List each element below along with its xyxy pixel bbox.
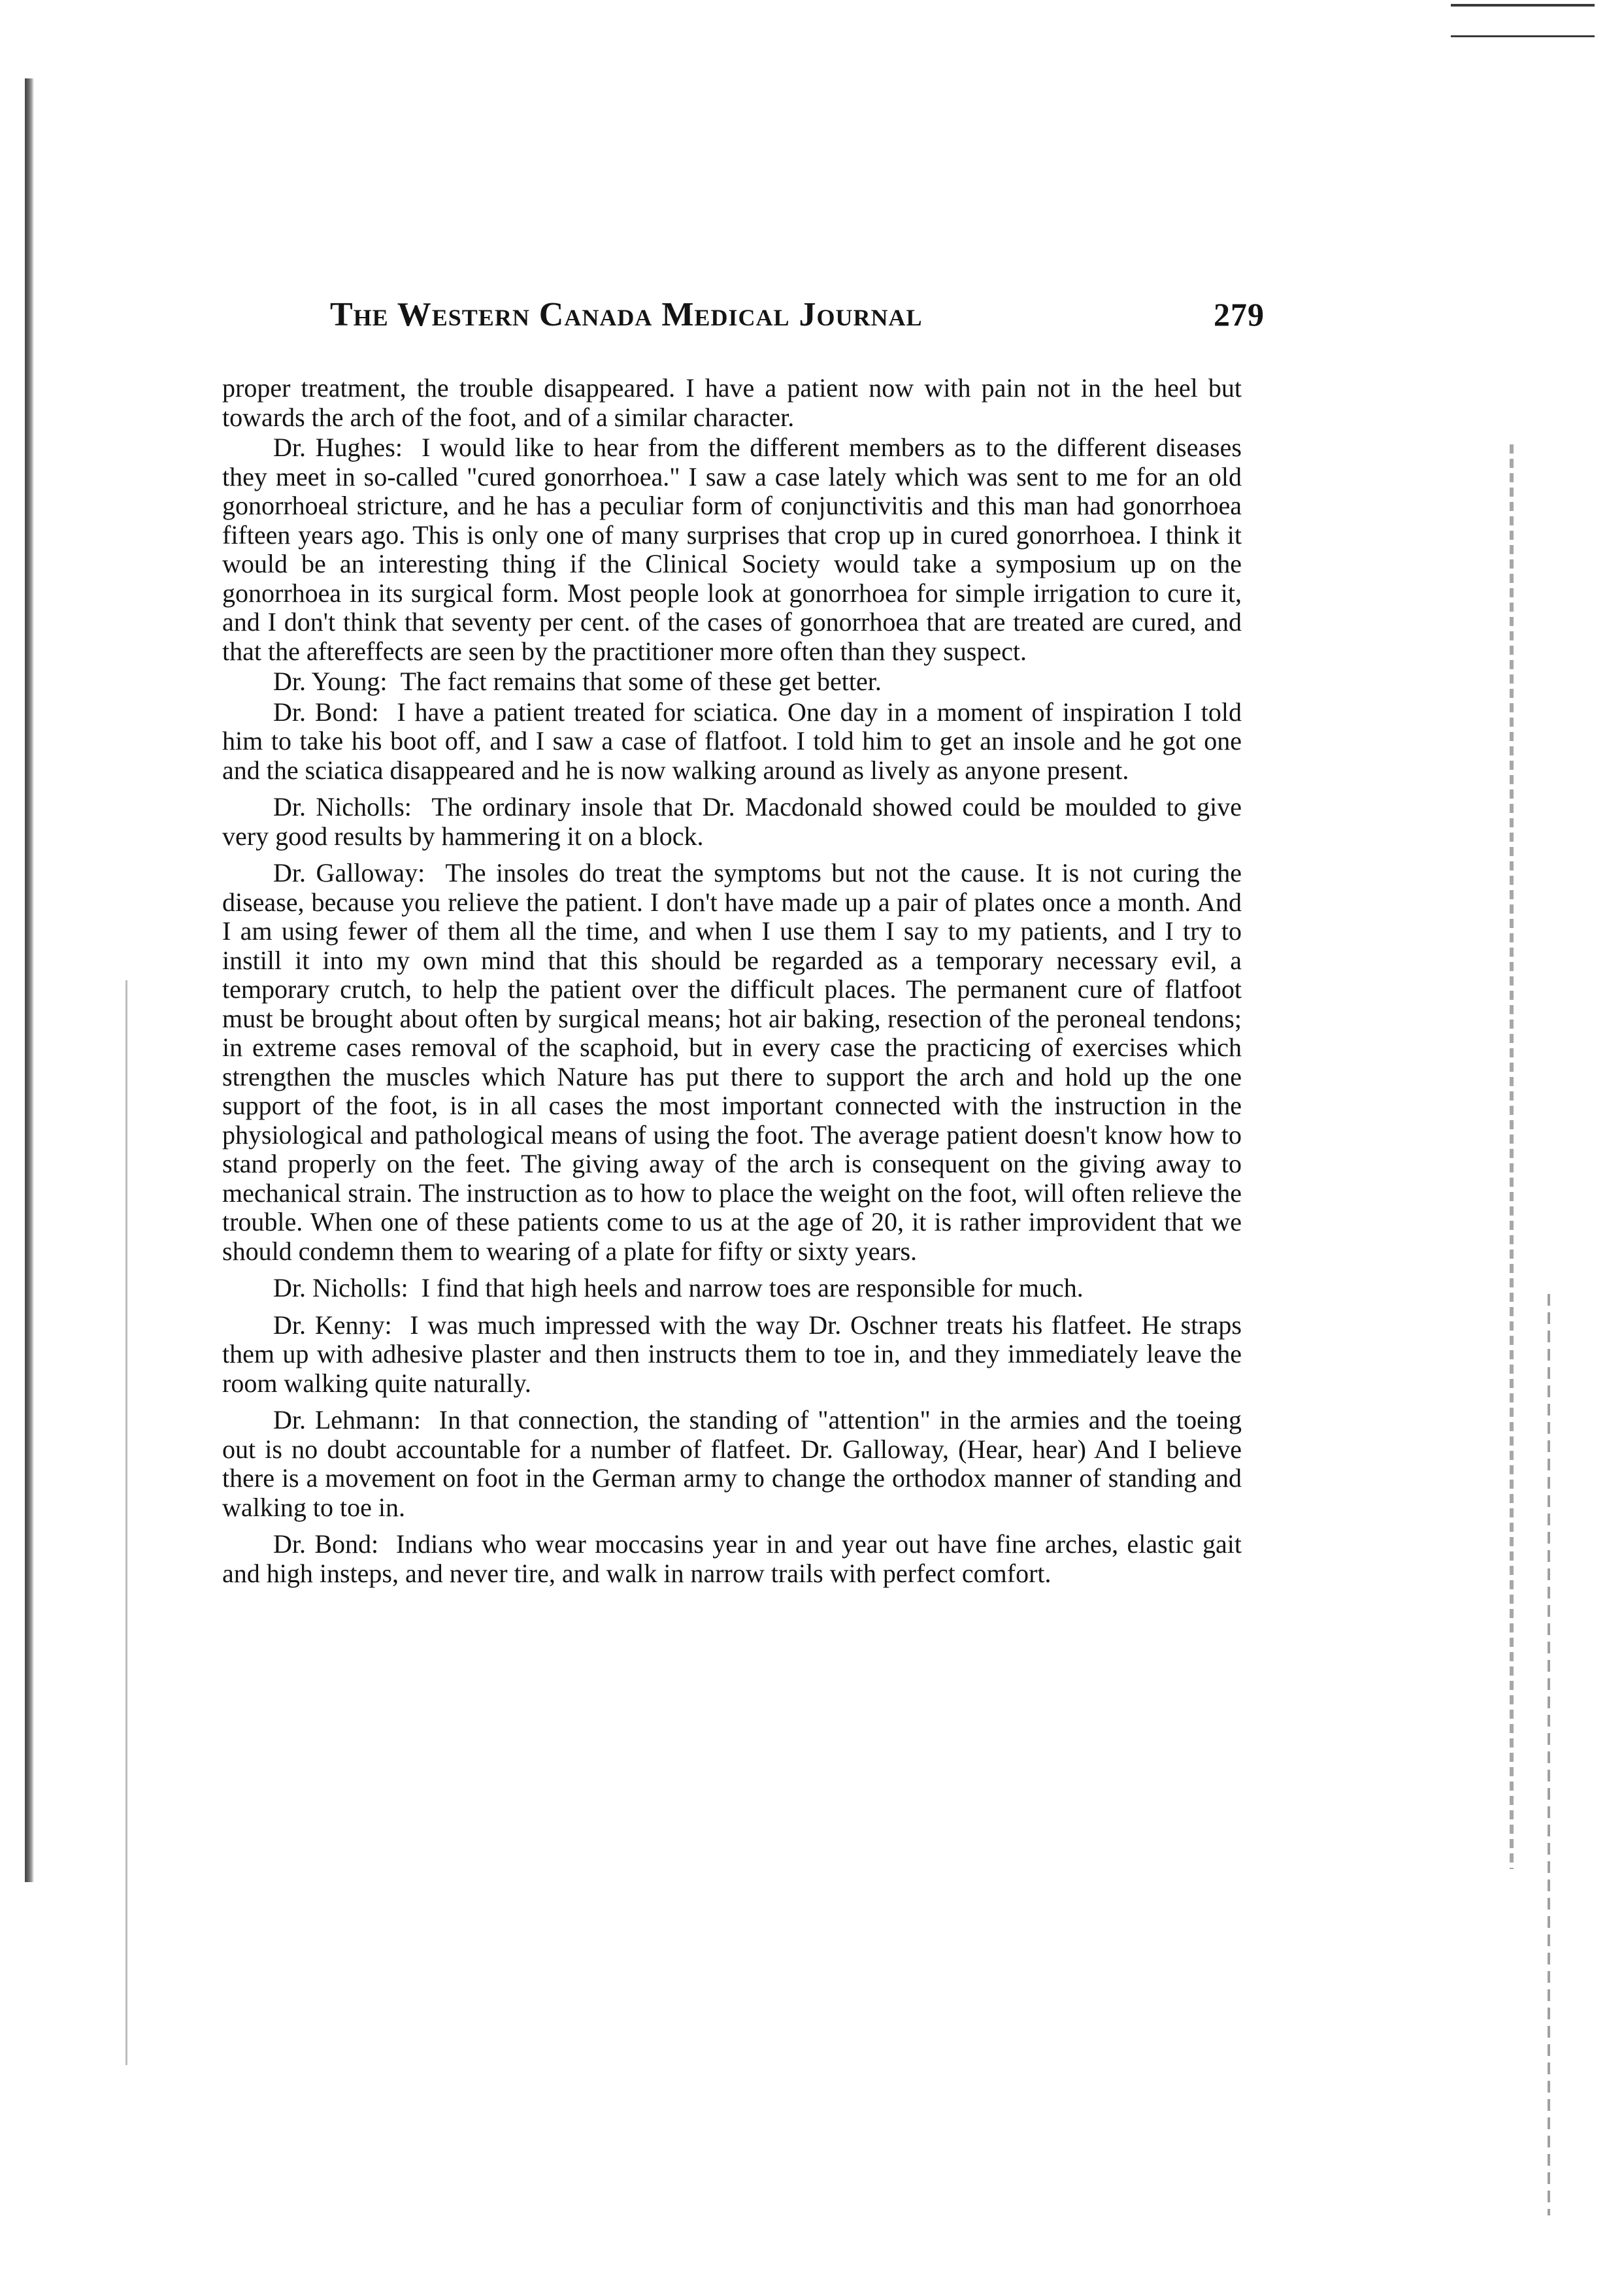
speaker-name: Dr. Kenny:: [273, 1310, 392, 1340]
paragraph-text: I have a patient treated for sciatica. One day in a moment of inspiration I told him to take his boot off, and I saw a case of flatfoot. I told him to get an insole and he got one and the sciatica disappeared and he is now walking around as lively as anyone present.: [222, 697, 1242, 785]
speaker-name: Dr. Bond:: [273, 1529, 379, 1559]
paragraph: [222, 793, 1242, 851]
scan-edge-mark: [1451, 35, 1595, 37]
page-binding-edge: [125, 980, 127, 2065]
paragraph-text: I would like to hear from the different members as to the different diseases they meet in so-called "cured gonorrhoea." I saw a case lately which was sent to me for an old gonorrhoeal stricture, and he has a peculiar form of conjunctivitis and this man had gonorrhoea fifteen years ago. This is only one of many surprises that crop up in cured gonorrhoea. I think it would be an interesting thing if the Clinical Society would take a symposium up on the gonorrhoea in its surgical form. Most people look at gonorrhoea for simple irrigation to cure it, and I don't think that seventy per cent. of the cases of gonorrhoea that are treated are cured, and that the aftereffects are seen by the practitioner more often than they suspect.: [222, 433, 1242, 666]
paragraph-text: The fact remains that some of these get better.: [400, 667, 882, 696]
speaker-name: Dr. Nicholls:: [273, 792, 412, 821]
body-text: [222, 374, 1242, 1589]
running-head: [330, 295, 1265, 346]
paragraph: [222, 374, 1242, 432]
speaker-name: Dr. Galloway:: [273, 858, 425, 887]
speaker-name: Dr. Hughes:: [273, 433, 403, 462]
paragraph: [222, 698, 1242, 786]
page-binding-edge: [25, 78, 34, 1882]
paragraph-text: I was much impressed with the way Dr. Oschner treats his flatfeet. He straps them up with adhesive plaster and then instructs them to toe in, and they immediately leave the room walking quite naturally.: [222, 1310, 1242, 1398]
journal-title: The Western Canada Medical Journal: [330, 296, 923, 333]
page-right-edge: [1510, 444, 1514, 1869]
paragraph-text: The insoles do treat the symptoms but not the cause. It is not curing the disease, because you relieve the patient. I don't have made up a pair of plates once a month. And I am using fewer of them all the time, and when I use them I say to my patients, and I try to instill it into my own mind that this should be regarded as a temporary necessary evil, a temporary crutch, to help the patient over the difficult places. The permanent cure of flatfoot must be brought about often by surgical means; hot air baking, resection of the peroneal tendons; in extreme cases removal of the scaphoid, but in every case the practicing of exercises which strengthen the muscles which Nature has put there to support the arch and hold up the one support of the foot, is in all cases the most important connected with the instruction in the physiological and pathological means of using the foot. The average patient doesn't know how to stand properly on the feet. The giving away of the arch is consequent on the giving away to mechanical strain. The instruction as to how to place the weight on the foot, will often relieve the trouble. When one of these patients come to us at the age of 20, it is rather improvident that we should condemn them to wearing of a plate for fifty or sixty years.: [222, 858, 1242, 1266]
paragraph-text: proper treatment, the trouble disappeared. I have a patient now with pain not in the heel but towards the arch of the foot, and of a similar character.: [222, 373, 1242, 432]
paragraph-text: The ordinary insole that Dr. Macdonald showed could be moulded to give very good results by hammering it on a block.: [222, 792, 1242, 851]
speaker-name: Dr. Young:: [273, 667, 388, 696]
paragraph: [222, 667, 1242, 697]
speaker-name: Dr. Nicholls:: [273, 1273, 408, 1302]
paragraph-text: In that connection, the standing of "attention" in the armies and the toeing out is no doubt accountable for a number of flatfeet. Dr. Galloway, (Hear, hear) And I believe there is a movement on foot in the German army to change the orthodox manner of standing and walking to toe in.: [222, 1405, 1242, 1522]
speaker-name: Dr. Bond:: [273, 697, 379, 727]
paragraph: [222, 433, 1242, 666]
page-right-edge: [1548, 1294, 1550, 2215]
paragraph: [222, 859, 1242, 1266]
page-number: 279: [1214, 296, 1265, 333]
paragraph: [222, 1311, 1242, 1399]
speaker-name: Dr. Lehmann:: [273, 1405, 422, 1434]
paragraph-text: I find that high heels and narrow toes are responsible for much.: [421, 1273, 1084, 1302]
paragraph: [222, 1530, 1242, 1588]
paragraph-text: Indians who wear moccasins year in and year out have fine arches, elastic gait and high insteps, and never tire, and walk in narrow trails with perfect comfort.: [222, 1529, 1242, 1588]
scan-edge-mark: [1451, 4, 1595, 7]
paragraph: [222, 1406, 1242, 1522]
paragraph: [222, 1274, 1242, 1303]
